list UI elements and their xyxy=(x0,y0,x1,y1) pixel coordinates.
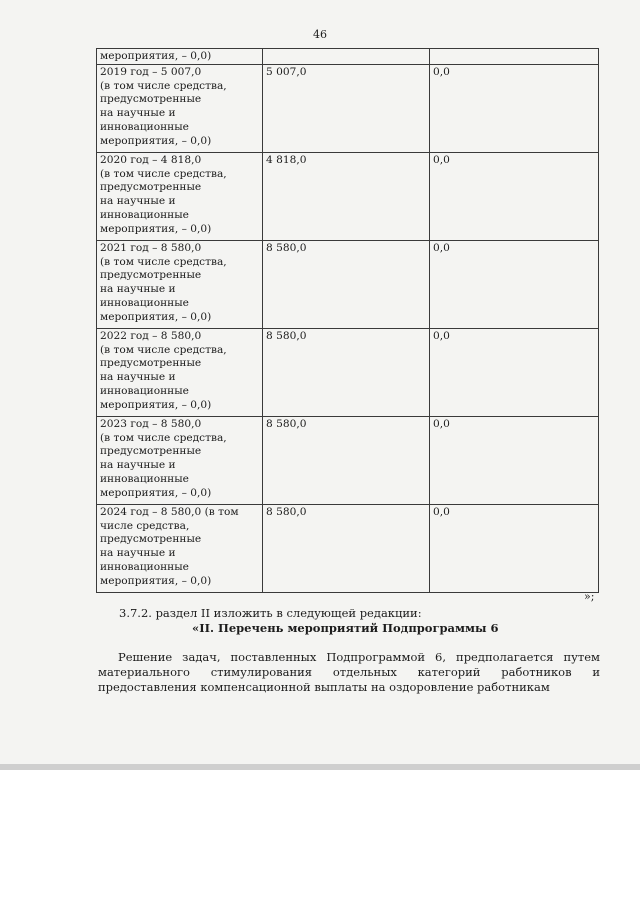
table-cell-total: 4 818,0 xyxy=(263,153,430,241)
table-cell-description: 2019 год – 5 007,0 (в том числе средства, предусмотренные на научные и инновационные мероприятия, – 0,0) xyxy=(97,65,263,153)
table-cell-total: 8 580,0 xyxy=(263,329,430,417)
table-row xyxy=(97,153,599,241)
scan-edge xyxy=(0,764,640,770)
table-row xyxy=(97,241,599,329)
table-cell-description: 2024 год – 8 580,0 (в том числе средства, предусмотренные на научные и инновационные мероприятия, – 0,0) xyxy=(97,505,263,593)
table-cell-description: 2020 год – 4 818,0 (в том числе средства, предусмотренные на научные и инновационные мероприятия, – 0,0) xyxy=(97,153,263,241)
amendment-line: 3.7.2. раздел II изложить в следующей редакции: xyxy=(119,606,422,620)
table-cell-other: 0,0 xyxy=(430,153,599,241)
table-cell-description: 2023 год – 8 580,0 (в том числе средства, предусмотренные на научные и инновационные мероприятия, – 0,0) xyxy=(97,417,263,505)
table-cell-other: 0,0 xyxy=(430,241,599,329)
funding-table xyxy=(96,48,599,593)
table-row xyxy=(97,417,599,505)
table-row xyxy=(97,65,599,153)
table-cell-other: 0,0 xyxy=(430,417,599,505)
table-cell-total: 8 580,0 xyxy=(263,241,430,329)
section-heading: «II. Перечень мероприятий Подпрограммы 6 xyxy=(192,621,499,635)
page-number: 46 xyxy=(313,28,327,41)
table-cell-total: 8 580,0 xyxy=(263,505,430,593)
table-cell-other xyxy=(430,49,599,65)
closing-quote: »; xyxy=(584,590,595,603)
table-cell-other: 0,0 xyxy=(430,329,599,417)
table-row xyxy=(97,49,599,65)
table-cell-other: 0,0 xyxy=(430,505,599,593)
body-paragraph: Решение задач, поставленных Подпрограммой 6, предполагается путем материального стимулирования отдельных категорий работников и предоставления компенсационной выплаты на оздоровление работникам xyxy=(98,650,600,694)
table-row xyxy=(97,505,599,593)
table-cell-total: 5 007,0 xyxy=(263,65,430,153)
table-cell-description: 2022 год – 8 580,0 (в том числе средства, предусмотренные на научные и инновационные мероприятия, – 0,0) xyxy=(97,329,263,417)
table-cell-total xyxy=(263,49,430,65)
table-cell-total: 8 580,0 xyxy=(263,417,430,505)
table-cell-other: 0,0 xyxy=(430,65,599,153)
table-cell-description: 2021 год – 8 580,0 (в том числе средства, предусмотренные на научные и инновационные мероприятия, – 0,0) xyxy=(97,241,263,329)
table-cell-description: мероприятия, – 0,0) xyxy=(97,49,263,65)
table-row xyxy=(97,329,599,417)
